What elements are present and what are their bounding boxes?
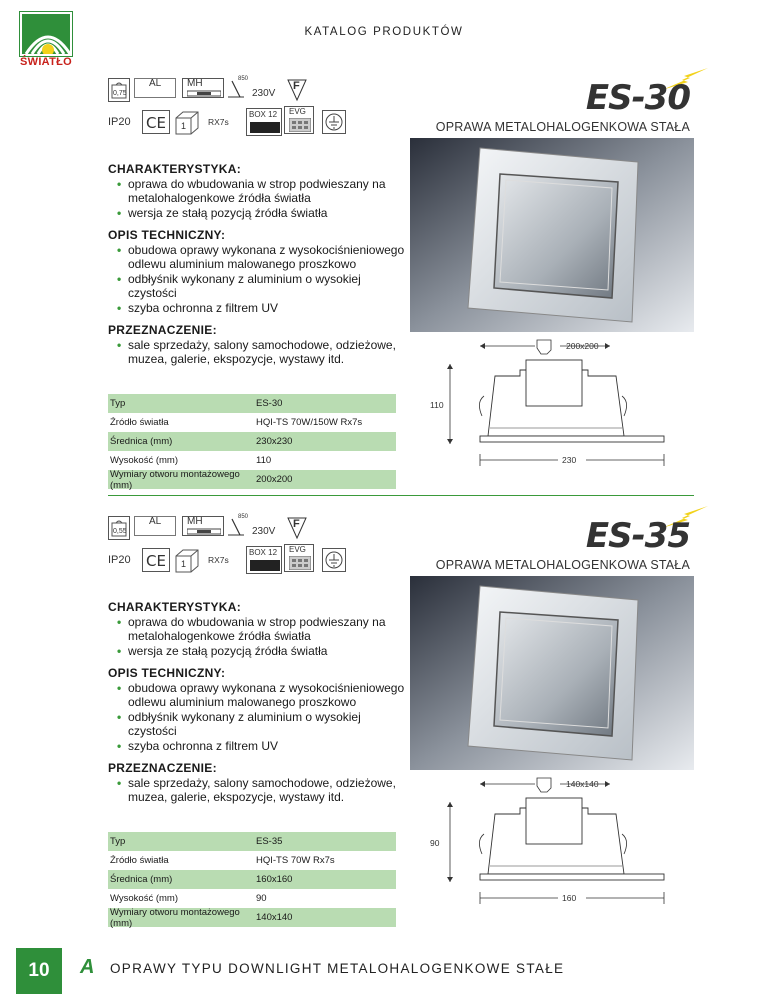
socket-value: RX7s: [208, 117, 229, 127]
spec-value: HQI-TS 70W/150W Rx7s: [256, 417, 363, 428]
dimension-drawing: [420, 336, 680, 496]
list-item: • oprawa do wbudowania w strop podwieszany na metalohalogenkowe źródła światła: [108, 177, 408, 206]
ip-value: IP20: [108, 554, 131, 566]
spec-key: Typ: [110, 398, 126, 409]
temp-label: 850: [238, 76, 249, 82]
purpose-heading: PRZEZNACZENIE:: [108, 761, 217, 775]
list-item: • obudowa oprawy wykonana z wysokociśnieniowego odlewu aluminium malowanego proszkowo: [108, 243, 408, 272]
spec-row: [108, 470, 396, 489]
section-divider: [108, 495, 694, 496]
class-label: 1: [181, 121, 187, 131]
f-mark-icon: [286, 516, 308, 540]
characteristics-heading: CHARAKTERYSTYKA:: [108, 600, 242, 614]
footer-section-title: OPRAWY TYPU DOWNLIGHT METALOHALOGENKOWE STAŁE: [110, 961, 565, 976]
width-dimension: 160: [562, 893, 577, 903]
height-dimension: 110: [430, 400, 444, 410]
height-dimension: 90: [430, 838, 440, 848]
spec-table: [108, 394, 396, 489]
spec-key: Wysokość (mm): [110, 455, 178, 466]
socket-value: RX7s: [208, 555, 229, 565]
list-item: • obudowa oprawy wykonana z wysokociśnieniowego odlewu aluminium malowanego proszkowo: [108, 681, 408, 710]
voltage-value: 230V: [252, 526, 276, 537]
page-number: 10: [16, 948, 62, 994]
ip-rating: [108, 114, 140, 132]
list-item: • szyba ochronna z filtrem UV: [108, 301, 408, 316]
weight-icon: [108, 78, 130, 102]
product-description: [108, 162, 408, 367]
voltage-label: [248, 522, 284, 542]
box-ballast-icon: [246, 546, 282, 574]
ce-mark-icon: [142, 110, 170, 134]
list-item: • sale sprzedaży, salony samochodowe, odzieżowe, muzea, galerie, ekspozycje, wystawy itd.: [108, 776, 408, 805]
ip-rating: [108, 552, 140, 570]
ground-icon: [322, 548, 346, 572]
aluminium-icon: [134, 78, 176, 98]
spec-key: Średnica (mm): [110, 874, 173, 885]
spec-value: HQI-TS 70W Rx7s: [256, 855, 335, 866]
mh-label: MH: [187, 516, 203, 527]
spec-key: Wymiary otworu montażowego (mm): [110, 906, 240, 929]
mh-label: MH: [187, 78, 203, 89]
section-letter: A: [80, 956, 95, 978]
weight-value: 0,75: [113, 90, 127, 97]
list-item: • odbłyśnik wykonany z aluminium o wysokiej czystości: [108, 710, 408, 739]
temp-label: 850: [238, 514, 249, 520]
spec-row: [108, 851, 396, 870]
ground-icon: [322, 110, 346, 134]
spec-key: Wysokość (mm): [110, 893, 178, 904]
list-item: • oprawa do wbudowania w strop podwieszany na metalohalogenkowe źródła światła: [108, 615, 408, 644]
aluminium-icon: [134, 516, 176, 536]
socket-label: [206, 114, 238, 132]
spec-row: [108, 870, 396, 889]
spec-row: [108, 889, 396, 908]
product-icons: [108, 78, 348, 142]
purpose-list: [108, 338, 408, 367]
temperature-icon: [226, 516, 248, 538]
product-photo: [410, 576, 694, 770]
spec-key: Średnica (mm): [110, 436, 173, 447]
box-label: BOX 12: [249, 110, 278, 119]
purpose-heading: PRZEZNACZENIE:: [108, 323, 217, 337]
spec-value: 230x230: [256, 436, 293, 447]
purpose-list: [108, 776, 408, 805]
list-item: • wersja ze stałą pozycją źródła światła: [108, 644, 408, 659]
mh-lamp-icon: [182, 516, 224, 536]
spec-value: 160x160: [256, 874, 293, 885]
spec-value: ES-30: [256, 398, 283, 409]
product-subtitle: OPRAWA METALOHALOGENKOWA STAŁA: [435, 558, 690, 572]
evg-label: EVG: [289, 545, 306, 554]
product-subtitle: OPRAWA METALOHALOGENKOWA STAŁA: [435, 120, 690, 134]
spec-value: 90: [256, 893, 267, 904]
characteristics-list: [108, 615, 408, 659]
product-code: ES-35: [585, 516, 690, 556]
product-section: [0, 78, 768, 518]
product-code: ES-30: [585, 78, 690, 118]
width-dimension: 230: [562, 455, 577, 465]
f-mark-label: F: [293, 518, 300, 530]
spec-key: Wymiary otworu montażowego (mm): [110, 468, 240, 491]
list-item: • szyba ochronna z filtrem UV: [108, 739, 408, 754]
spec-row: [108, 832, 396, 851]
mh-lamp-icon: [182, 78, 224, 98]
product-photo: [410, 138, 694, 332]
spec-key: Źródło światła: [110, 417, 169, 428]
cutout-dimension: 140x140: [566, 779, 599, 789]
class-label: 1: [181, 559, 187, 569]
spec-value: ES-35: [256, 836, 283, 847]
technical-heading: OPIS TECHNICZNY:: [108, 228, 226, 242]
al-label: AL: [149, 516, 162, 527]
voltage-label: [248, 84, 284, 104]
box-ballast-icon: [246, 108, 282, 136]
technical-list: [108, 681, 408, 754]
spec-table: [108, 832, 396, 927]
class-icon: [174, 548, 200, 574]
product-section: [0, 516, 768, 956]
brand-logo: [14, 12, 78, 70]
list-item: • wersja ze stałą pozycją źródła światła: [108, 206, 408, 221]
spec-value: 140x140: [256, 912, 293, 923]
list-item: • sale sprzedaży, salony samochodowe, odzieżowe, muzea, galerie, ekspozycje, wystawy itd.: [108, 338, 408, 367]
spec-value: 200x200: [256, 474, 293, 485]
logo-text: ŚWIATŁO: [20, 56, 72, 68]
spec-row: [108, 394, 396, 413]
spec-key: Źródło światła: [110, 855, 169, 866]
technical-list: [108, 243, 408, 316]
al-label: AL: [149, 78, 162, 89]
ce-mark-icon: [142, 548, 170, 572]
spec-row: [108, 432, 396, 451]
list-item: • odbłyśnik wykonany z aluminium o wysokiej czystości: [108, 272, 408, 301]
spec-value: 110: [256, 455, 272, 466]
evg-label: EVG: [289, 107, 306, 116]
weight-icon: [108, 516, 130, 540]
spec-row: [108, 908, 396, 927]
ce-label: CE: [146, 552, 166, 570]
product-icons: [108, 516, 348, 580]
dimension-drawing: [420, 774, 680, 934]
temperature-icon: [226, 78, 248, 100]
weight-value: 0,55: [113, 528, 127, 535]
f-mark-icon: [286, 78, 308, 102]
class-icon: [174, 110, 200, 136]
box-label: BOX 12: [249, 548, 278, 557]
evg-ballast-icon: [284, 544, 314, 572]
spec-key: Typ: [110, 836, 126, 847]
product-description: [108, 600, 408, 805]
characteristics-heading: CHARAKTERYSTYKA:: [108, 162, 242, 176]
ce-label: CE: [146, 114, 166, 132]
page-header-title: KATALOG PRODUKTÓW: [304, 26, 464, 38]
characteristics-list: [108, 177, 408, 221]
spec-row: [108, 413, 396, 432]
cutout-dimension: 200x200: [566, 341, 599, 351]
voltage-value: 230V: [252, 88, 276, 99]
technical-heading: OPIS TECHNICZNY:: [108, 666, 226, 680]
socket-label: [206, 552, 238, 570]
evg-ballast-icon: [284, 106, 314, 134]
f-mark-label: F: [293, 80, 300, 92]
spec-row: [108, 451, 396, 470]
ip-value: IP20: [108, 116, 131, 128]
